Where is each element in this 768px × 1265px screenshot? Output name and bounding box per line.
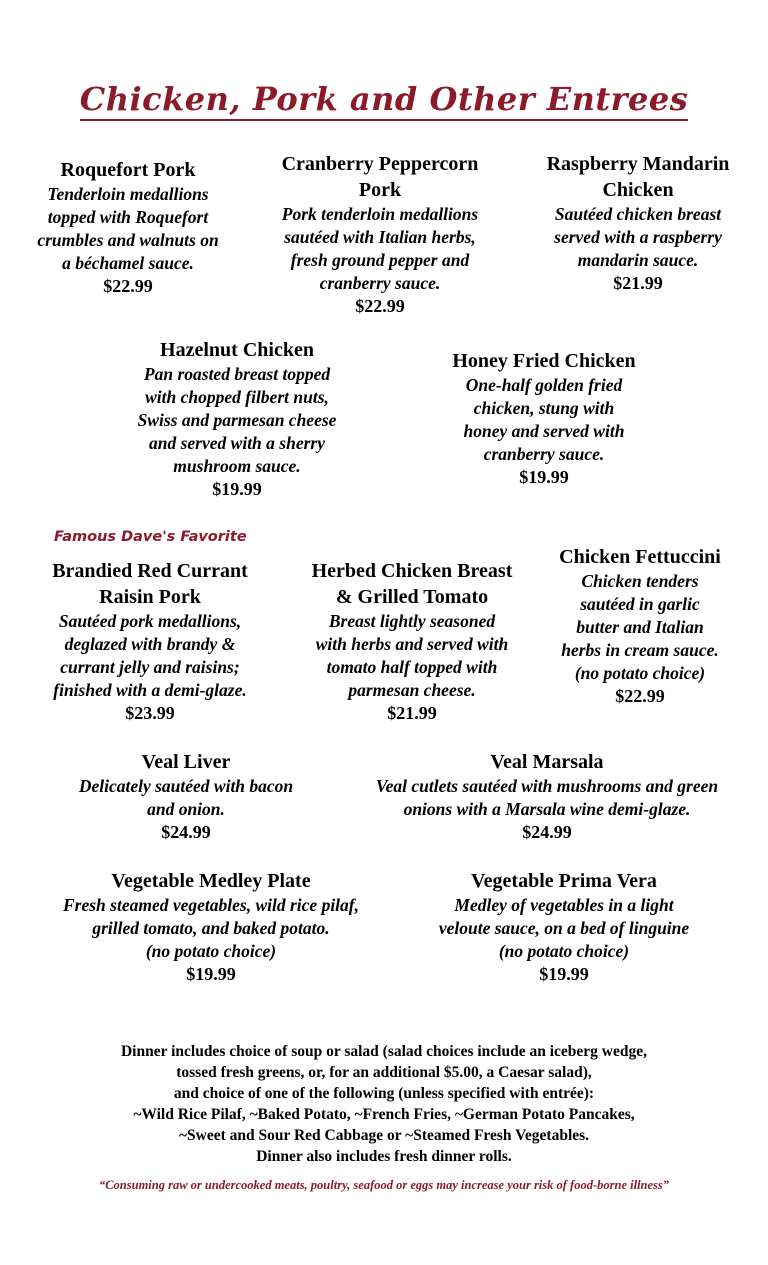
item-price: $19.99 <box>212 479 262 499</box>
item-description: Pan roasted breast topped with chopped filbert nuts, Swiss and parmesan cheese and served with a sherry mushroom sauce. <box>137 364 337 476</box>
item-name: Honey Fried Chicken <box>452 350 636 372</box>
item-description: Fresh steamed vegetables, wild rice pilaf, grilled tomato, and baked potato. (no potato choice) <box>63 895 359 961</box>
item-name: Brandied Red Currant Raisin Pork <box>52 560 248 608</box>
item-description: Sautéed chicken breast served with a raspberry mandarin sauce. <box>554 204 722 270</box>
item-price: $23.99 <box>125 703 175 723</box>
dinner-includes-note: Dinner includes choice of soup or salad (salad choices include an iceberg wedge, tossed fresh greens, or, for an additional $5.00, a Caesar salad), and choice of one of the following (unless specified with entrée): ~Wild Rice Pilaf, ~Baked Potato, ~French Fries, ~German Potato Pancakes, ~Sweet and Sour Red Cabbage or ~Steamed Fresh Vegetables. Dinner also includes fresh dinner rolls. <box>120 1043 647 1165</box>
item-name: Veal Liver <box>141 751 231 773</box>
menu-item-vegetable-medley-plate <box>36 868 386 986</box>
item-price: $21.99 <box>387 703 437 723</box>
menu-item-cranberry-peppercorn-pork <box>255 151 505 318</box>
menu-item-vegetable-prima-vera <box>409 868 719 986</box>
item-description: One-half golden fried chicken, stung with honey and served with cranberry sauce. <box>463 375 625 464</box>
food-safety-warning: “Consuming raw or undercooked meats, poultry, seafood or eggs may increase your risk of food-borne illness” <box>98 1178 670 1192</box>
item-description: Sautéed pork medallions, deglazed with brandy & currant jelly and raisins; finished with a demi-glaze. <box>53 611 247 700</box>
page-title: Chicken, Pork and Other Entrees <box>0 80 768 118</box>
item-description: Tenderloin medallions topped with Roquefort crumbles and walnuts on a béchamel sauce. <box>37 184 219 273</box>
item-price: $22.99 <box>615 686 665 706</box>
item-description: Veal cutlets sautéed with mushrooms and green onions with a Marsala wine demi-glaze. <box>375 776 719 819</box>
item-name: Cranberry Peppercorn Pork <box>281 153 479 201</box>
menu-item-veal-marsala <box>347 749 747 844</box>
item-price: $22.99 <box>355 296 405 316</box>
menu-item-veal-liver <box>66 749 306 844</box>
item-price: $24.99 <box>161 822 211 842</box>
menu-item-honey-fried-chicken <box>429 348 659 489</box>
item-name: Roquefort Pork <box>60 159 196 181</box>
item-description: Pork tenderloin medallions sautéed with Italian herbs, fresh ground pepper and cranberry sauce. <box>281 204 479 293</box>
item-price: $19.99 <box>519 467 569 487</box>
item-description: Delicately sautéed with bacon and onion. <box>78 776 294 819</box>
item-price: $19.99 <box>539 964 589 984</box>
item-price: $22.99 <box>103 276 153 296</box>
item-name: Herbed Chicken Breast & Grilled Tomato <box>311 560 513 608</box>
menu-item-hazelnut-chicken <box>112 337 362 501</box>
menu-item-chicken-fettuccini <box>535 544 745 708</box>
item-name: Veal Marsala <box>490 751 604 773</box>
item-name: Vegetable Prima Vera <box>471 870 657 892</box>
favorite-label: Famous Dave's Favorite <box>54 529 247 545</box>
item-description: Chicken tenders sautéed in garlic butter and Italian herbs in cream sauce. (no potato choice) <box>561 571 719 683</box>
item-name: Chicken Fettuccini <box>559 546 721 568</box>
item-description: Breast lightly seasoned with herbs and served with tomato half topped with parmesan cheese. <box>315 611 509 700</box>
item-name: Raspberry Mandarin Chicken <box>546 153 730 201</box>
item-price: $21.99 <box>613 273 663 293</box>
item-name: Vegetable Medley Plate <box>111 870 311 892</box>
menu-item-herbed-chicken-breast <box>292 558 532 725</box>
menu-item-roquefort-pork <box>18 157 238 298</box>
menu-item-brandied-red-currant-raisin-pork <box>30 558 270 725</box>
item-price: $24.99 <box>522 822 572 842</box>
item-description: Medley of vegetables in a light veloute sauce, on a bed of linguine (no potato choice) <box>438 895 690 961</box>
item-price: $19.99 <box>186 964 236 984</box>
menu-item-raspberry-mandarin-chicken <box>523 151 753 295</box>
item-name: Hazelnut Chicken <box>160 339 314 361</box>
